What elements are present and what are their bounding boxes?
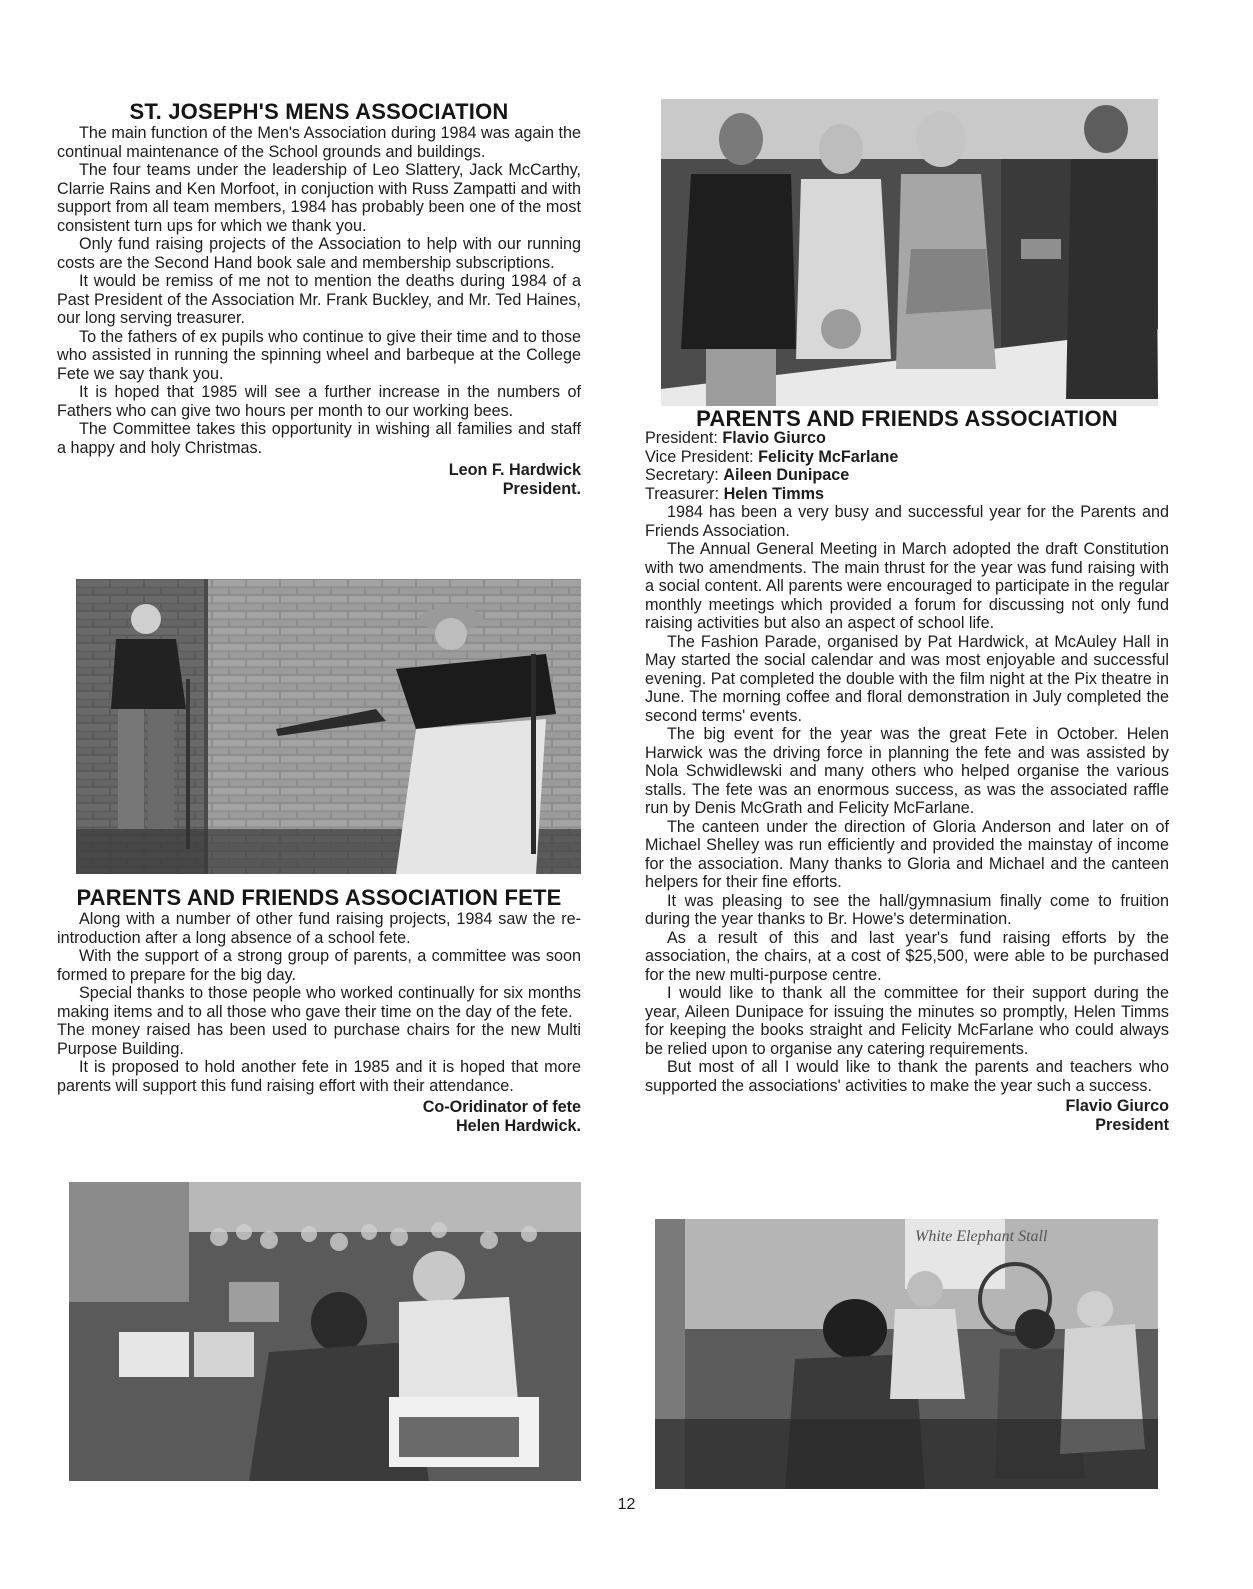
officer-name: Helen Timms: [723, 484, 825, 503]
officer-secretary: [645, 466, 1169, 485]
officer-name: Flavio Giurco: [722, 429, 826, 447]
officer-president: [645, 429, 1169, 448]
pfa-paragraph: The canteen under the direction of Gloria Anderson and later on of Michael Shelley was run efficiently and provided the mainstay of income for the association. Many thanks to Gloria and Michael and the canteen helpers for their fine efforts.: [645, 817, 1169, 891]
pfa-paragraph: 1984 has been a very busy and successful year for the Parents and Friends Association.: [645, 503, 1169, 540]
pfa-paragraph: As a result of this and last year's fund raising efforts by the association, the chairs, at a cost of $25,500, were able to be purchased for the new multi-purpose centre.: [645, 928, 1169, 984]
officer-treasurer: [645, 485, 1169, 504]
mens-paragraph: It is hoped that 1985 will see a further increase in the numbers of Fathers who can give two hours per month to our working bees.: [57, 383, 581, 420]
signature-title: President.: [502, 480, 581, 498]
officer-role: President:: [645, 429, 718, 447]
mens-association-heading: ST. JOSEPH'S MENS ASSOCIATION: [129, 99, 509, 124]
pfa-paragraph: The Annual General Meeting in March adopted the draft Constitution with two amendments. The main thrust for the year was fund raising with a social content. All parents were encouraged to participate in the regular monthly meetings which provided a forum for discussing not only fund raising activities but also an aspect of school life.: [645, 540, 1169, 632]
fete-signature: [57, 1098, 581, 1136]
fete-paragraph: It is proposed to hold another fete in 1985 and it is hoped that more parents will support this fund raising effort with their attendance.: [57, 1058, 581, 1095]
mens-paragraph: Only fund raising projects of the Association to help with our running costs are the Second Hand book sale and membership subscriptions.: [57, 235, 581, 272]
signature-name: Leon F. Hardwick: [448, 461, 581, 479]
pfa-paragraph: I would like to thank all the committee for their support during the year, Aileen Dunipace for issuing the minutes so promptly, Helen Timms for keeping the books straight and Felicity McFarlane who could always be relied upon to organise any catering requirements.: [645, 984, 1169, 1058]
fete-paragraph: The money raised has been used to purchase chairs for the new Multi Purpose Building.: [57, 1021, 581, 1058]
page-number: 12: [617, 1496, 636, 1513]
signature-title: President: [1095, 1116, 1169, 1134]
signature-name: Helen Hardwick.: [455, 1117, 581, 1135]
signature-title: Co-Oridinator of fete: [422, 1098, 581, 1116]
mens-paragraph: The Committee takes this opportunity in wishing all families and staff a happy and holy Christmas.: [57, 420, 581, 457]
pfa-paragraph: The Fashion Parade, organised by Pat Hardwick, at McAuley Hall in May started the social calendar and was most enjoyable and successful evening. Pat completed the double with the film night at the Pix theatre in June. The morning coffee and floral demonstration in July completed the second terms' events.: [645, 632, 1169, 725]
mens-association-section: [57, 100, 581, 499]
stall-sign-text: White Elephant Stall: [915, 1228, 1048, 1245]
officer-list: [645, 429, 1169, 503]
pfa-paragraph: But most of all I would like to thank the parents and teachers who supported the associations' activities to make the year such a success.: [645, 1058, 1169, 1095]
fete-section: [57, 886, 581, 1136]
pfa-section: [645, 407, 1169, 1135]
photo-white-elephant-stall: [655, 1219, 1158, 1489]
officer-role: Vice President:: [645, 447, 754, 466]
officer-role: Treasurer:: [645, 484, 720, 503]
officer-role: Secretary:: [645, 466, 719, 484]
fete-paragraph: Along with a number of other fund raising projects, 1984 saw the re-introduction after a long absence of a school fete.: [57, 910, 581, 947]
mens-paragraph: To the fathers of ex pupils who continue to give their time and to those who assisted in running the spinning wheel and barbeque at the College Fete we say thank you.: [57, 327, 581, 383]
pfa-paragraph: It was pleasing to see the hall/gymnasium finally come to fruition during the year thanks to Br. Howe's determination.: [645, 891, 1169, 928]
photo-men-brick-wall: [76, 579, 581, 874]
signature-name: Flavio Giurco: [1065, 1097, 1169, 1115]
fete-paragraph: With the support of a strong group of parents, a committee was soon formed to prepare for the big day.: [57, 947, 581, 984]
fete-paragraph: Special thanks to those people who worked continually for six months making items and to all those who gave their time on the day of the fete.: [57, 984, 581, 1021]
mens-paragraph: The four teams under the leadership of Leo Slattery, Jack McCarthy, Clarrie Rains and Ken Morfoot, in conjuction with Russ Zampatti and with support from all team members, 1984 has probably been one of the most consistent turn ups for which we thank you.: [57, 161, 581, 235]
mens-signature: [57, 461, 581, 499]
officer-vice-president: [645, 448, 1169, 467]
pfa-signature: [645, 1097, 1169, 1135]
mens-paragraph: It would be remiss of me not to mention the deaths during 1984 of a Past President of the Association Mr. Frank Buckley, and Mr. Ted Haines, our long serving treasurer.: [57, 272, 581, 327]
officer-name: Aileen Dunipace: [723, 466, 850, 484]
pfa-paragraph: The big event for the year was the great Fete in October. Helen Harwick was the driving force in planning the fete and was assisted by Nola Schwidlewski and many others who helped organise the various stalls. The fete was an enormous success, as was the associated raffle run by Denis McGrath and Felicity McFarlane.: [645, 725, 1169, 817]
pfa-heading: PARENTS AND FRIENDS ASSOCIATION: [696, 406, 1118, 431]
officer-name: Felicity McFarlane: [758, 447, 899, 466]
photo-committee-members: [661, 99, 1158, 406]
mens-paragraph: The main function of the Men's Association during 1984 was again the continual maintenance of the School grounds and buildings.: [57, 124, 581, 161]
photo-fete-crowd: [69, 1182, 581, 1481]
fete-heading: PARENTS AND FRIENDS ASSOCIATION FETE: [76, 885, 562, 910]
